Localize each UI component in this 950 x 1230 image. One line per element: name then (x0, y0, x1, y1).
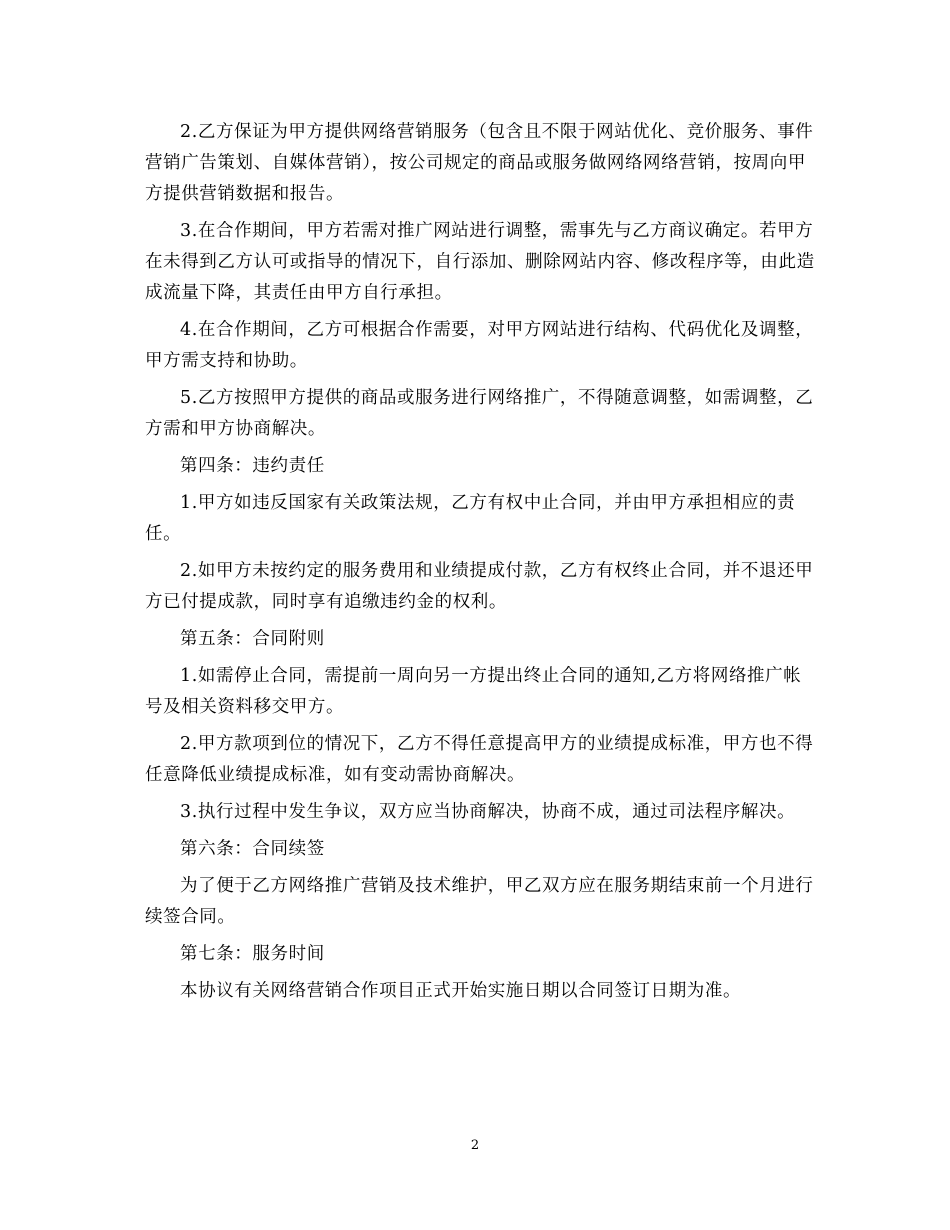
section-heading-article-4: 第四条：违约责任 (180, 456, 325, 476)
section-heading-article-5: 第五条：合同附则 (180, 629, 325, 649)
clause-6-text: 为了便于乙方网络推广营销及技术维护，甲乙双方应在服务期结束前一个月进行续签合同。 (145, 876, 814, 927)
clause-7-text: 本协议有关网络营销合作项目正式开始实施日期以合同签订日期为准。 (180, 981, 742, 1001)
clause-5-item-2: 2.甲方款项到位的情况下，乙方不得任意提高甲方的业绩提成标准，甲方也不得任意降低业绩提成标准，如有变动需协商解决。 (145, 734, 814, 785)
clause-3-item-2: 2.乙方保证为甲方提供网络营销服务（包含且不限于网站优化、竞价服务、事件营销广告策划、自媒体营销），按公司规定的商品或服务做网络网络营销，按周向甲方提供营销数据和报告。 (145, 122, 814, 204)
page-number: 2 (470, 1138, 480, 1153)
clause-3-item-5: 5.乙方按照甲方提供的商品或服务进行网络推广，不得随意调整，如需调整，乙方需和甲方协商解决。 (145, 388, 814, 439)
section-heading-article-7: 第七条：服务时间 (180, 944, 325, 964)
clause-3-item-4: 4.在合作期间，乙方可根据合作需要，对甲方网站进行结构、代码优化及调整，甲方需支持和协助。 (145, 320, 814, 371)
section-heading-article-6: 第六条：合同续签 (180, 839, 325, 859)
document-body (145, 117, 815, 1013)
clause-5-item-1: 1.如需停止合同，需提前一周向另一方提出终止合同的通知,乙方将网络推广帐号及相关资料移交甲方。 (145, 666, 802, 717)
clause-4-item-2: 2.如甲方未按约定的服务费用和业绩提成付款，乙方有权终止合同，并不退还甲方已付提成款，同时享有追缴违约金的权利。 (145, 561, 814, 612)
clause-5-item-3: 3.执行过程中发生争议，双方应当协商解决，协商不成，通过司法程序解决。 (180, 802, 796, 822)
clause-4-item-1: 1.甲方如违反国家有关政策法规，乙方有权中止合同，并由甲方承担相应的责任。 (145, 493, 796, 544)
clause-3-item-3: 3.在合作期间，甲方若需对推广网站进行调整，需事先与乙方商议确定。若甲方在未得到乙方认可或指导的情况下，自行添加、删除网站内容、修改程序等，由此造成流量下降，其责任由甲方自行承担。 (145, 221, 815, 303)
